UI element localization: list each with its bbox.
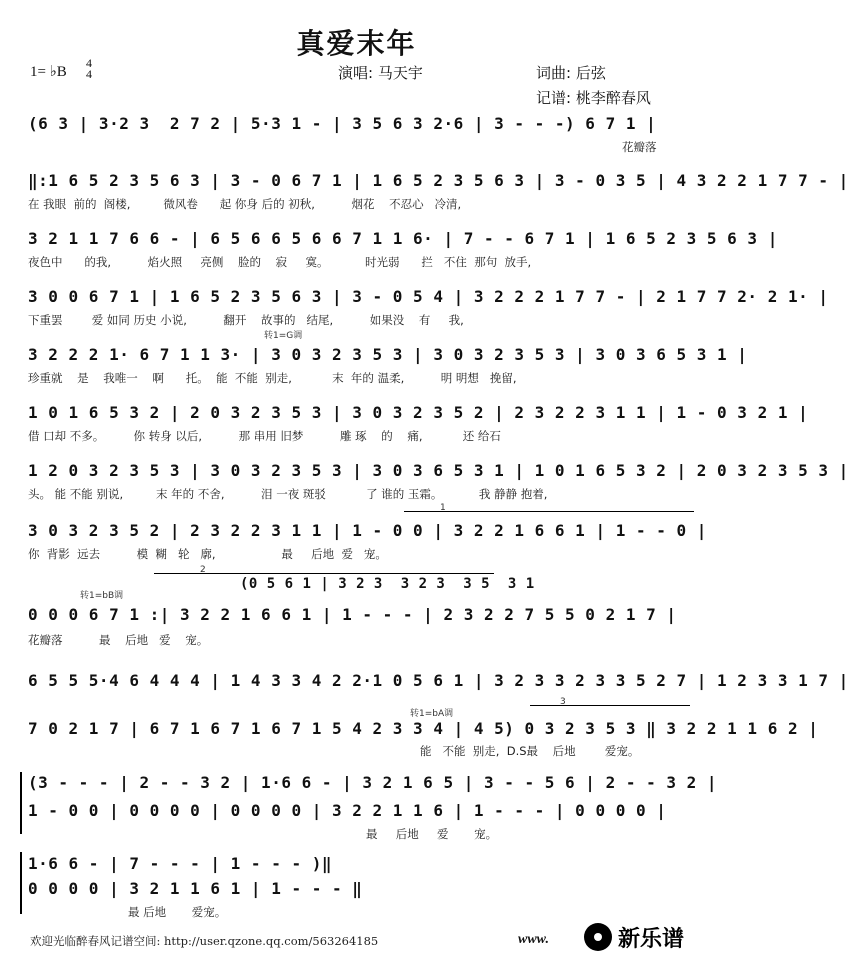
modulation-bb: 转1=bB调 bbox=[80, 591, 124, 601]
score-line: 6 5 5 5·4 6 4 4 4 | 1 4 3 3 4 2 2·1 0 5 6 1 | 3 2 3 3 2 3 3 5 2 7 | 1 2 3 3 1 7 | bbox=[28, 671, 849, 690]
time-bottom: 4 bbox=[86, 67, 92, 81]
volta-3: 3 bbox=[560, 697, 566, 707]
score-line: (0 5 6 1 | 3 2 3 3 2 3 3 5 3 1 bbox=[240, 576, 535, 592]
disc-icon bbox=[584, 923, 612, 951]
modulation-g: 转1=G调 bbox=[264, 331, 303, 341]
lyric-line: 你 背影 远去 模 糊 轮 廓, 最 后地 爱 宠。 bbox=[28, 547, 387, 561]
logo-text: 新乐谱 bbox=[618, 926, 685, 952]
score-line: 3 0 3 2 3 5 2 | 2 3 2 2 3 1 1 | 1 - 0 0 | 3 2 2 1 6 6 1 | 1 - - 0 | bbox=[28, 521, 707, 540]
lyric-line: 最 后地 爱宠。 bbox=[128, 905, 227, 919]
score-line: 1 0 1 6 5 3 2 | 2 0 3 2 3 5 3 | 3 0 3 2 3 5 2 | 2 3 2 2 3 1 1 | 1 - 0 3 2 1 | bbox=[28, 403, 809, 422]
footer-text: 欢迎光临醉春风记谱空间: http://user.qzone.qq.com/563264185 bbox=[30, 934, 379, 948]
singer-credit: 演唱: 马天宇 bbox=[338, 64, 423, 82]
volta-2: 2 bbox=[200, 565, 206, 575]
score-line: 1 2 0 3 2 3 5 3 | 3 0 3 2 3 5 3 | 3 0 3 6 5 3 1 | 1 0 1 6 5 3 2 | 2 0 3 2 3 5 3 | bbox=[28, 461, 849, 480]
score-line: 0 0 0 0 | 3 2 1 1 6 1 | 1 - - - ‖ bbox=[28, 879, 363, 898]
time-top: 4 bbox=[86, 56, 92, 70]
score-line: 1·6 6 - | 7 - - - | 1 - - - )‖ bbox=[28, 854, 332, 873]
score-line: 3 2 1 1 7 6 6 - | 6 5 6 6 5 6 6 7 1 1 6· | 7 - - 6 7 1 | 1 6 5 2 3 5 6 3 | bbox=[28, 229, 778, 248]
lyric-line: 借 口却 不多。 你 转身 以后, 那 串用 旧梦 雕 琢 的 痛, 还 给石 bbox=[28, 429, 501, 443]
lyric-line: 能 不能 别走, D.S最 后地 爱宠。 bbox=[420, 744, 640, 758]
lyric-line: 头。 能 不能 别说, 末 年的 不舍, 泪 一夜 斑驳 了 谁的 玉霜。 我 静静 抱着, bbox=[28, 487, 548, 501]
lyric-line: 花瓣落 最 后地 爱 宠。 bbox=[28, 633, 209, 647]
score-line: 0 0 0 6 7 1 :| 3 2 2 1 6 6 1 | 1 - - - | 2 3 2 2 7 5 5 0 2 1 7 | bbox=[28, 605, 677, 624]
key-signature: 1= ♭B bbox=[30, 64, 67, 80]
lyric-line: 在 我眼 前的 阁楼, 微风卷 起 你身 后的 初秋, 烟花 不忍心 冷清, bbox=[28, 197, 462, 211]
score-line: 7 0 2 1 7 | 6 7 1 6 7 1 6 7 1 5 4 2 3 3 4 | 4 5) 0 3 2 3 5 3 ‖ 3 2 2 1 1 6 2 | bbox=[28, 719, 819, 738]
score-line: 1 - 0 0 | 0 0 0 0 | 0 0 0 0 | 3 2 2 1 1 6 | 1 - - - | 0 0 0 0 | bbox=[28, 801, 667, 820]
time-signature bbox=[86, 58, 92, 80]
volta-bracket bbox=[530, 705, 690, 706]
volta-bracket bbox=[404, 511, 694, 512]
system-bracket bbox=[20, 852, 22, 914]
site-logo bbox=[584, 920, 702, 954]
lyric-line: 珍重就 是 我唯一 啊 托。 能 不能 别走, 末 年的 温柔, 明 明想 挽留, bbox=[28, 371, 517, 385]
lyric-line: 最 后地 爱 宠。 bbox=[366, 827, 498, 841]
song-title: 真爱末年 bbox=[296, 27, 417, 60]
score-line: (3 - - - | 2 - - 3 2 | 1·6 6 - | 3 2 1 6 5 | 3 - - 5 6 | 2 - - 3 2 | bbox=[28, 773, 718, 792]
score-line: 3 0 0 6 7 1 | 1 6 5 2 3 5 6 3 | 3 - 0 5 4 | 3 2 2 2 1 7 7 - | 2 1 7 7 2· 2 1· | bbox=[28, 287, 829, 306]
system-bracket bbox=[20, 772, 22, 834]
score-line: 3 2 2 2 1· 6 7 1 1 3· | 3 0 3 2 3 5 3 | 3 0 3 2 3 5 3 | 3 0 3 6 5 3 1 | bbox=[28, 345, 748, 364]
lyric-line: 夜色中 的我, 焰火照 亮侧 脸的 寂 寞。 时光弱 拦 不住 那句 放手, bbox=[28, 255, 532, 269]
modulation-ba: 转1=bA调 bbox=[410, 709, 454, 719]
volta-1: 1 bbox=[440, 503, 446, 513]
score-line: (6 3 | 3·2 3 2 7 2 | 5·3 1 - | 3 5 6 3 2·6 | 3 - - -) 6 7 1 | bbox=[28, 114, 657, 133]
composer-credit: 词曲: 后弦 bbox=[536, 64, 606, 82]
score-line: ‖:1 6 5 2 3 5 6 3 | 3 - 0 6 7 1 | 1 6 5 2 3 5 6 3 | 3 - 0 3 5 | 4 3 2 2 1 7 7 - | bbox=[28, 171, 849, 190]
footer-www: www. bbox=[518, 932, 549, 947]
transcriber-credit: 记谱: 桃李醉春风 bbox=[536, 89, 651, 107]
lyric-line: 花瓣落 bbox=[622, 140, 657, 154]
lyric-line: 下重罢 爱 如同 历史 小说, 翻开 故事的 结尾, 如果没 有 我, bbox=[28, 313, 464, 327]
